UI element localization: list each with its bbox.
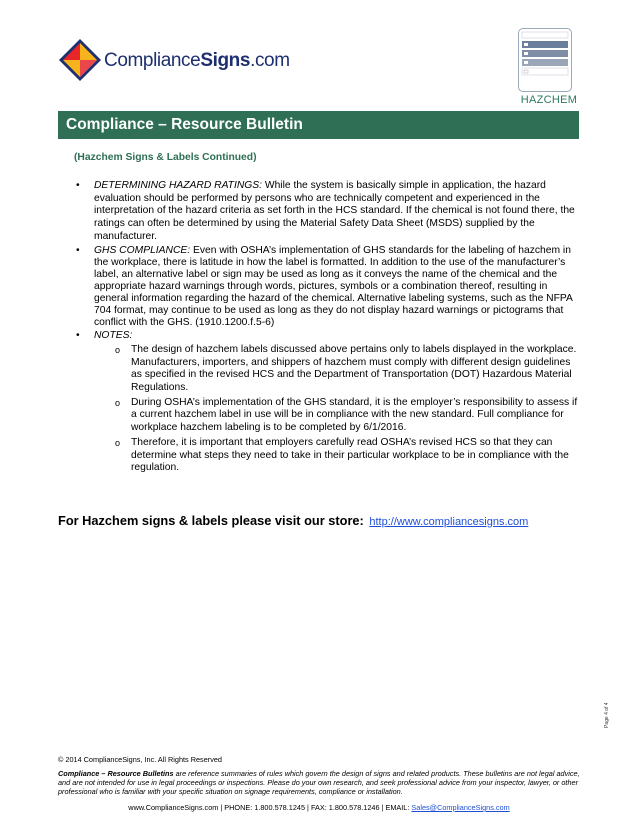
section-subtitle: (Hazchem Signs & Labels Continued)	[74, 152, 257, 163]
company-logo[interactable]	[58, 38, 290, 84]
bulletin-title: Compliance – Resource Bulletin	[66, 116, 303, 133]
bullet-lead: GHS COMPLIANCE:	[94, 244, 191, 256]
hazchem-label-icon	[519, 29, 571, 91]
store-link[interactable]: http://www.compliancesigns.com	[369, 516, 529, 528]
page-number: Page 4 of 4	[604, 702, 610, 728]
legal-disclaimer: Compliance – Resource Bulletins are reference summaries of rules which govern the design of signs and related products. These bulletins are not legal advice, and are not intended for use in legal proceedings or inspections. Please do your own research, and seek professional advice from your inspector, lawyer, or other professional who is familiar with your specific situation on signage requirements, compliance or installation.	[58, 769, 580, 797]
bullet-ghs-compliance: • GHS COMPLIANCE: Even with OSHA’s implementation of GHS standards for the labeling of hazchem in the workplace, there is latitude in how the label is formatted. In addition to the use of the manufacturer’s label, an alternative label or sign may be used as long as it conveys the name of the chemical and the appropriate hazard warnings through words, pictures, symbols or a combination thereof, resulting in general information regarding the hazard of the chemical. Alternative labeling systems, such as the NFPA 704 format, may continue to be used as long as they do not display hazard warnings or pictograms that conflict with the GHS. (1910.1200.f.5-6)	[76, 244, 573, 329]
bullet-hazard-ratings: • DETERMINING HAZARD RATINGS: While the system is basically simple in application, the hazard evaluation should be performed by persons who are technically competent and experienced in the interpretation of the hazard criteria as set forth in the HCS standard. If the chemical is not found there, the ratings can often be determined by using the Material Safety Data Sheet (MSDS) supplied by the manufacturer.	[76, 180, 575, 242]
bullet-notes: • NOTES:	[76, 330, 133, 342]
contact-footer: www.ComplianceSigns.com | PHONE: 1.800.578.1245 | FAX: 1.800.578.1246 | EMAIL: Sales@ComplianceSigns.com	[128, 803, 510, 812]
copyright-notice: © 2014 ComplianceSigns, Inc. All Rights Reserved	[58, 755, 222, 764]
bulletin-body	[76, 180, 584, 475]
note-item: o The design of hazchem labels discussed above pertains only to labels displayed in the workplace. Manufacturers, importers, and shippers of hazchem must comply with different design guidelines as specified in the revised HCS and the Department of Transportation (DOT) Hazardous Material Regulations.	[115, 343, 577, 393]
bullet-text: While the system is basically simple in application, the hazard evaluation should be performed by persons who are technically competent and experienced in the interpretation of the hazard criteria as set forth in the HCS standard. If the chemical is not found there, the ratings can often be determined by using the Material Safety Data Sheet (MSDS) supplied by the manufacturer.	[94, 180, 575, 242]
email-link[interactable]: Sales@ComplianceSigns.com	[411, 803, 510, 812]
logo-diamond-icon	[58, 38, 102, 82]
logo-wordmark: ComplianceSigns.com	[104, 50, 290, 71]
bulletin-banner	[58, 111, 579, 139]
hazchem-label-thumbnail	[518, 28, 572, 92]
bullet-lead: NOTES:	[94, 330, 133, 342]
store-call-to-action: For Hazchem signs & labels please visit our store: http://www.compliancesigns.com	[58, 513, 529, 528]
note-item: o Therefore, it is important that employers carefully read OSHA’s revised HCS so that they can determine what steps they need to take in their particular workplace to be in compliance with the regulation.	[115, 436, 569, 474]
bullet-text: Even with OSHA’s implementation of GHS standards for the labeling of hazchem in the workplace, there is latitude in how the label is formatted. In addition to the use of the manufacturer’s label, an alternative label or sign may be used as long as it conveys the name of the chemical and the appropriate hazard warnings through words, pictures, symbols or a combination thereof, resulting in general information regarding the hazard of the chemical. Alternative labeling systems, such as the NFPA 704 format, may continue to be used as long as they do not display hazard warnings or pictograms that conflict with the GHS. (1910.1200.f.5-6)	[94, 244, 573, 329]
hazchem-badge-label: HAZCHEM	[520, 94, 578, 106]
note-item: o During OSHA’s implementation of the GHS standard, it is the employer’s responsibility to assess if a current hazchem label in use will be in compliance with the new standard. Full compliance for workplace hazchem labeling is to be completed by 6/1/2016.	[115, 396, 578, 434]
bullet-lead: DETERMINING HAZARD RATINGS:	[94, 180, 262, 191]
